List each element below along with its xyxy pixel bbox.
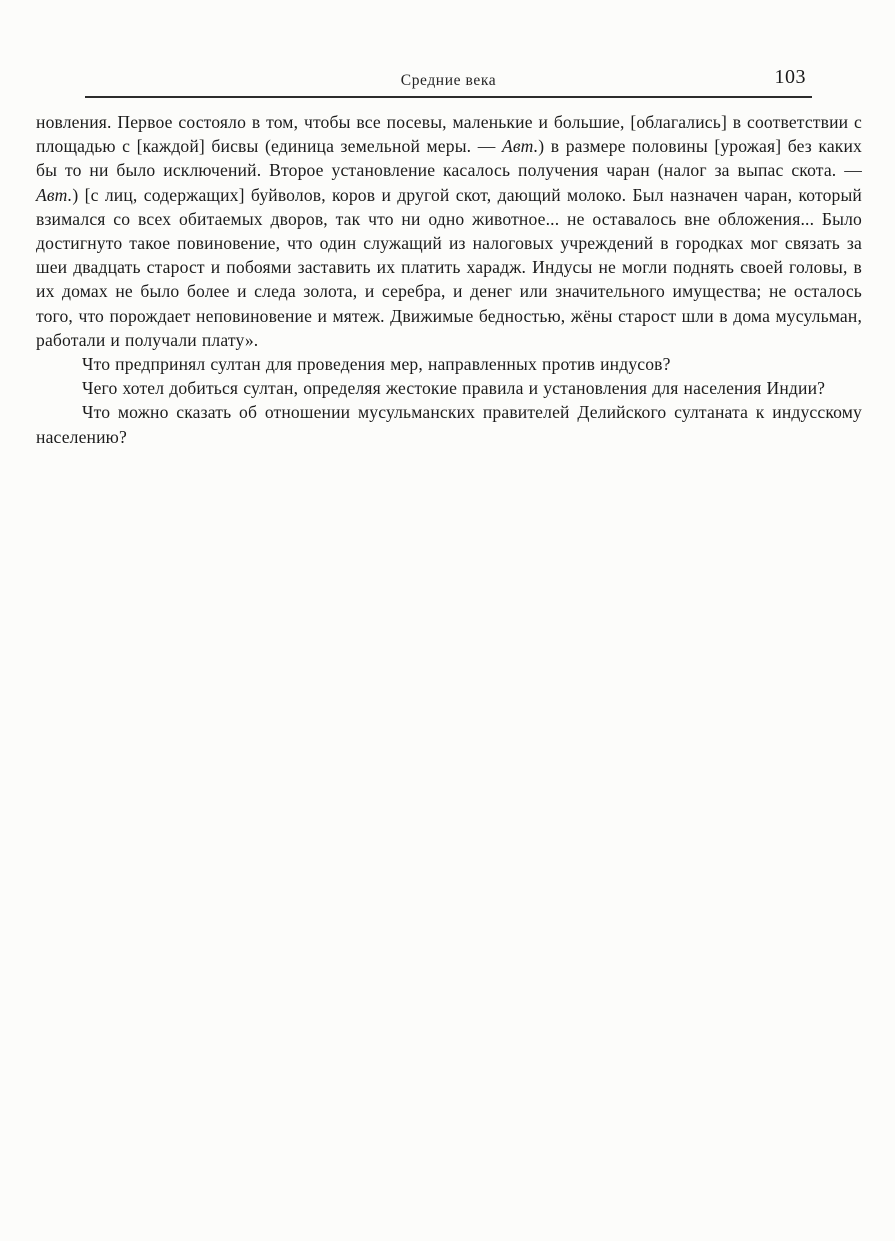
quote-text: ) [с лиц, содержащих] буйволов, коров и другой скот, дающий молоко. Был назначен чаран, который взимался со всех обитаемых дворов, так что ни одно животное... не оставалось вне обложения... Было достигнуто такое повиновение, что один служащий из налоговых учреждений в городках мог связать за шеи двадцать старост и побоями заставить их платить харадж. Индусы не могли поднять своей головы, в их домах не было более и следа золота, и серебра, и денег или значительного имущества; не осталось того, что порождает неповиновение и мятеж. Движимые бедностью, жёны старост шли в дома мусульман, работали и получали плату». xyxy=(36,184,862,350)
author-note: Авт. xyxy=(501,136,539,157)
question-3: Что можно сказать об отношении мусульманских правителей Делийского султаната к индусскому населению? xyxy=(36,402,862,447)
quote-text: ) в размере половины [урожая] без каких бы то ни было исключений. Второе установление касалось получения чаран (налог за выпас скота. — xyxy=(36,136,862,181)
header-rule xyxy=(85,96,812,98)
question-2: Чего хотел добиться султан, определяя жестокие правила и установления для населения Индии? xyxy=(82,378,826,399)
page-number: 103 xyxy=(774,66,806,88)
page-body xyxy=(36,110,862,449)
page-header xyxy=(85,66,812,96)
quote-paragraph xyxy=(36,110,862,352)
quote-text: новления. Первое состояло в том, чтобы все посевы, маленькие и большие, [облагались] в соответствии с площадью с [каждой] бисвы (единица земельной меры. — xyxy=(36,112,862,157)
running-head-title: Средние века xyxy=(400,72,497,89)
author-note: Авт. xyxy=(36,184,73,205)
question-1: Что предпринял султан для проведения мер, направленных против индусов? xyxy=(82,354,671,375)
